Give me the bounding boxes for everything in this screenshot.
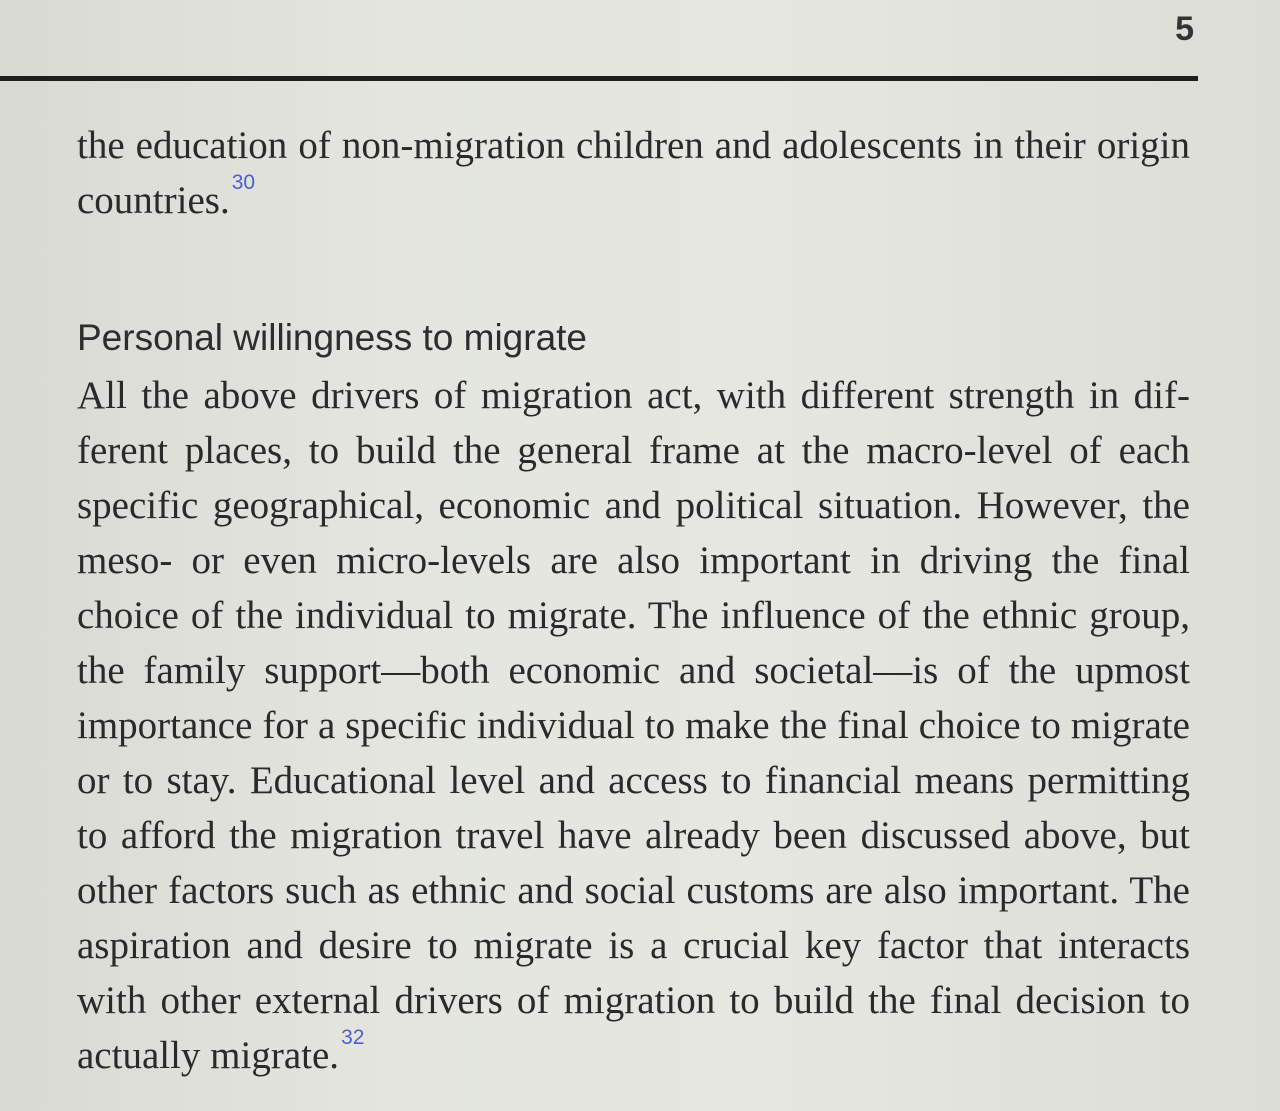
paragraph-body — [77, 368, 1190, 1083]
footnote-reference-32[interactable]: 32 — [341, 1026, 365, 1049]
page-number: 5 — [1175, 10, 1194, 48]
paragraph-continued — [77, 118, 1190, 228]
header-rule — [0, 76, 1198, 81]
footnote-reference-30[interactable]: 30 — [231, 171, 256, 194]
paragraph-continued-text: the education of non-migration children and adolescents in their origin countries. — [77, 124, 1190, 222]
section-heading: Personal willingness to migrate — [77, 317, 588, 358]
paragraph-body-text: All the above drivers of migration act, with different strength in different places, to build the general frame at the macro-level of each specific geographical, economic and political situation. However, the meso- or even micro-levels are also important in driving the final choice of the individual to migrate. The influence of the ethnic group, the family support—both economic and societal—is of the upmost importance for a specific individual to make the final choice to migrate or to stay. Educational level and access to financial means permitting to afford the migration travel have already been discussed above, but other factors such as ethnic and social customs are also important. The aspiration and desire to migrate is a crucial key factor that interacts with other external drivers of migration to build the final decision to actually migrate. — [77, 374, 1190, 1077]
